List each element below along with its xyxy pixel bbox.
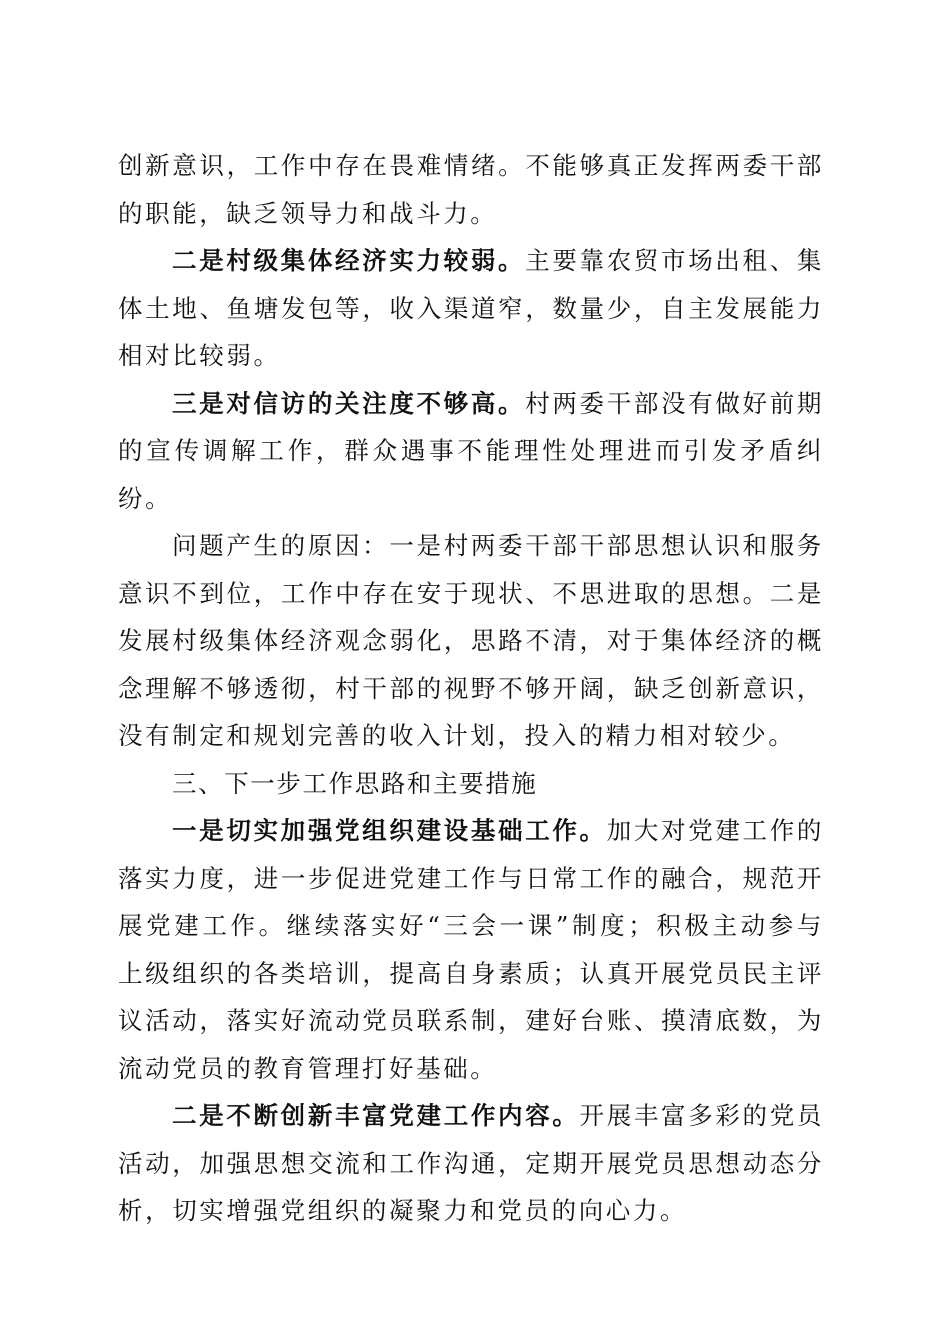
paragraph-text: 问题产生的原因：一是村两委干部干部思想认识和服务意识不到位，工作中存在安于现状、不思进取的思想。二是发展村级集体经济观念弱化，思路不清，对于集体经济的概念理解不够透彻，村干部的视野不够开阔，缺乏创新意识，没有制定和规划完善的收入计划，投入的精力相对较少。: [118, 531, 824, 750]
paragraph-lead: 二是不断创新丰富党建工作内容。: [172, 1101, 580, 1130]
paragraph-lead: 二是村级集体经济实力较弱。: [172, 246, 526, 275]
paragraph-lead: 三是对信访的关注度不够高。: [172, 388, 526, 418]
section-heading: 三、下一步工作思路和主要措施: [172, 768, 538, 798]
paragraph-text: 加大对党建工作的落实力度，进一步促进党建工作与日常工作的融合，规范开展党建工作。继续落实好“三会一课”制度；积极主动参与上级组织的各类培训，提高自身素质；认真开展党员民主评议活动，落实好流动党员联系制，建好台账、摸清底数，为流动党员的教育管理打好基础。: [118, 816, 824, 1083]
measure-paragraph-innovation: [118, 1092, 824, 1235]
problem-paragraph-petitions: [118, 380, 824, 523]
continuation-paragraph: [118, 142, 824, 237]
paragraph-text: 创新意识，工作中存在畏难情绪。不能够真正发挥两委干部的职能，缺乏领导力和战斗力。: [118, 151, 824, 228]
measure-paragraph-organization: [118, 807, 824, 1092]
document-body: [118, 142, 824, 1235]
causes-paragraph: [118, 522, 824, 760]
paragraph-lead: 一是切实加强党组织建设基础工作。: [172, 816, 607, 845]
paragraph-text: 开展丰富多彩的党员活动，加强思想交流和工作沟通，定期开展党员思想动态分析，切实增强党组织的凝聚力和党员的向心力。: [118, 1101, 825, 1225]
paragraph-text: 主要靠农贸市场出租、集体土地、鱼塘发包等，收入渠道窄，数量少，自主发展能力相对比较弱。: [118, 246, 824, 370]
problem-paragraph-economy: [118, 237, 824, 380]
paragraph-text: 村两委干部没有做好前期的宣传调解工作，群众遇事不能理性处理进而引发矛盾纠纷。: [118, 388, 824, 513]
